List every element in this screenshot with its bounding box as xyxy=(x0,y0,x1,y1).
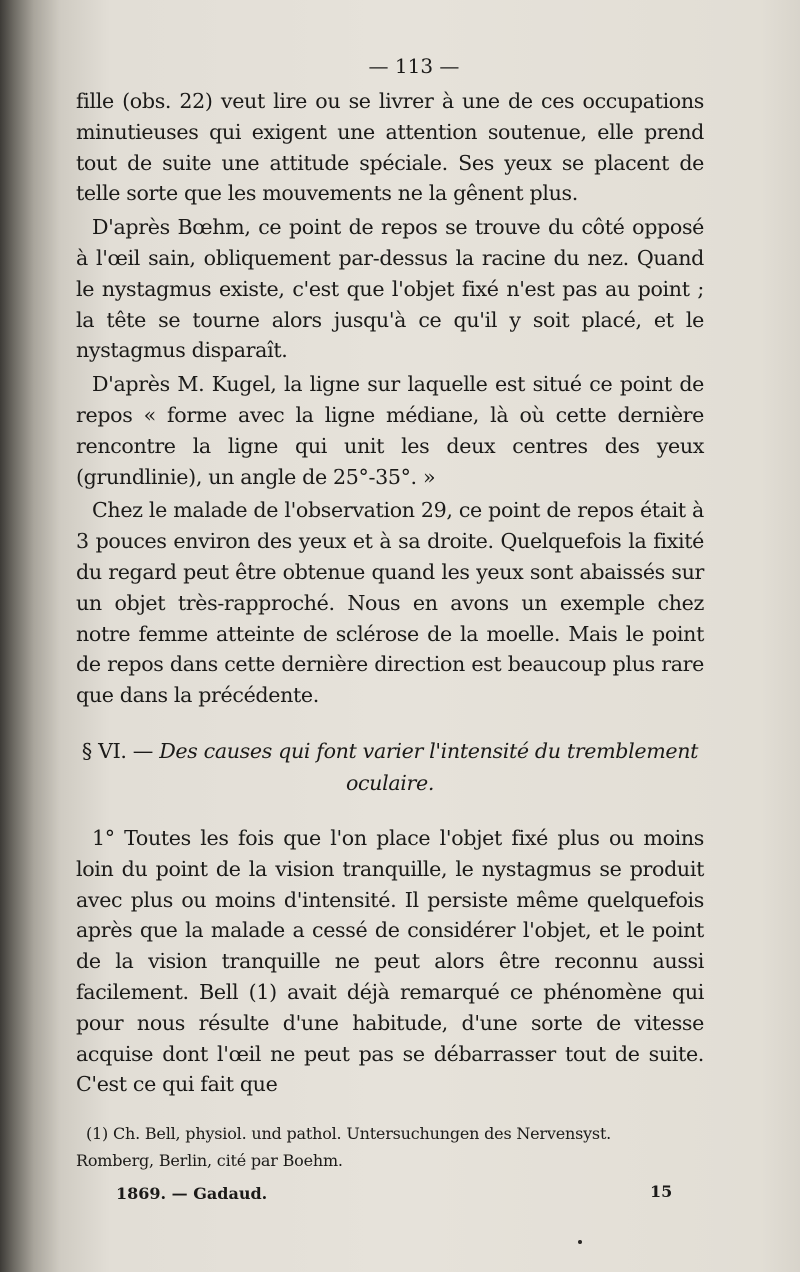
paragraph-5: 1° Toutes les fois que l'on place l'objet fixé plus ou moins loin du point de la vision tranquille, le nystagmus se produit avec plus ou moins d'intensité. Il persiste même quelquefois après que la malade a cessé de considérer l'objet, et le point de la vision tranquille ne peut alors être reconnu aussi facilement. Bell (1) avait déjà remarqué ce phénomène qui pour nous résulte d'une habitude, d'une sorte de vitesse acquise dont l'œil ne peut pas se débarrasser tout de suite. C'est ce qui fait que xyxy=(76,825,704,1097)
body-text xyxy=(76,86,704,1100)
paragraph-2: D'après Bœhm, ce point de repos se trouve du côté opposé à l'œil sain, obliquement par-dessus la racine du nez. Quand le nystagmus existe, c'est que l'objet fixé n'est pas au point ; la tête se tourne alors jusqu'à ce qu'il y soit placé, et le nystagmus disparaît. xyxy=(76,215,704,363)
footnote-line-2: Romberg, Berlin, cité par Boehm. xyxy=(76,1151,343,1170)
section-heading xyxy=(76,735,704,799)
printer-signature: 1869. — Gadaud. xyxy=(116,1184,268,1203)
section-number: § VI. — xyxy=(81,738,154,763)
paragraph-4: Chez le malade de l'observation 29, ce point de repos était à 3 pouces environ des yeux et à sa droite. Quelquefois la fixité du regard peut être obtenue quand les yeux sont abaissés sur un objet très-rapproché. Nous en avons un exemple chez notre femme atteinte de sclérose de la moelle. Mais le point de repos dans cette dernière direction est beaucoup plus rare que dans la précédente. xyxy=(76,498,704,708)
page-number: — 113 — xyxy=(368,54,460,78)
section-title: Des causes qui font varier l'intensité du tremblement oculaire. xyxy=(159,738,699,795)
paper-speck xyxy=(578,1240,582,1244)
footnote xyxy=(76,1120,726,1174)
paragraph-3: D'après M. Kugel, la ligne sur laquelle est situé ce point de repos « forme avec la ligne médiane, là où cette dernière rencontre la ligne qui unit les deux centres des yeux (grundlinie), un angle de 25°-35°. » xyxy=(76,372,704,489)
footnote-line-1: (1) Ch. Bell, physiol. und pathol. Untersuchungen des Nervensyst. xyxy=(86,1124,612,1143)
sheet-number: 15 xyxy=(650,1182,673,1201)
paragraph-1: fille (obs. 22) veut lire ou se livrer à une de ces occupations minutieuses qui exigent une attention soutenue, elle prend tout de suite une attitude spéciale. Ses yeux se placent de telle sorte que les mouvements ne la gênent plus. xyxy=(76,89,704,206)
